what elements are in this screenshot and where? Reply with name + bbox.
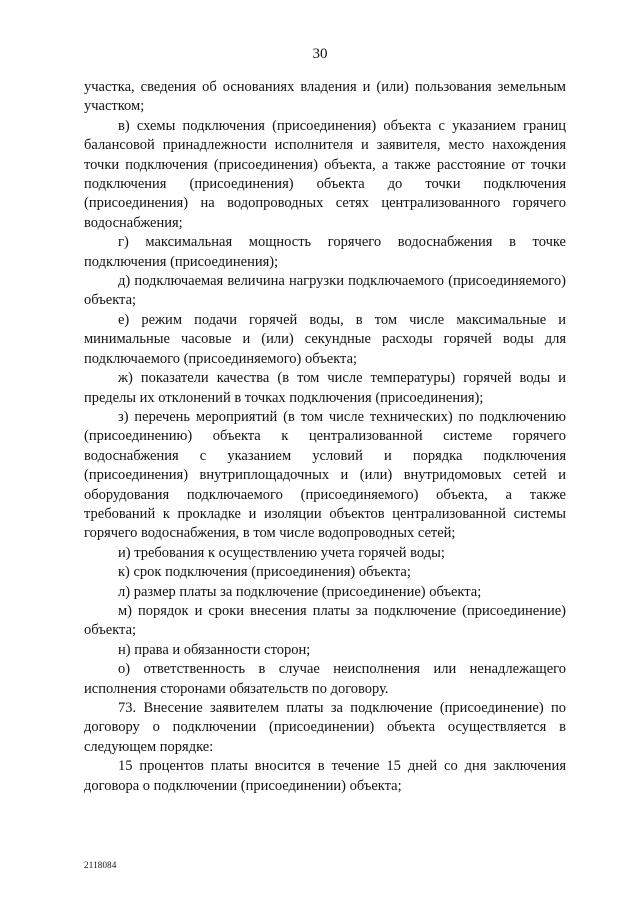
paragraph-item-n: н) права и обязанности сторон;: [118, 641, 311, 658]
paragraph-item-k: к) срок подключения (присоединения) объекта;: [118, 564, 411, 581]
paragraph-item-z: з) перечень мероприятий (в том числе технических) по подключению (присоединению) объекта к централизованной системе горячего водоснабжения с указанием условий и порядка подключения (присоединения) внутриплощадочных и (или) внутридомовых сетей и оборудования подключаемого (присоединяемого) объекта, а также требований к прокладке и изоляции объектов централизованной системы горячего водоснабжения, в том числе водопроводных сетей;: [84, 408, 566, 542]
paragraph-continuation: участка, сведения об основаниях владения и (или) пользования земельным участком;: [84, 79, 566, 115]
paragraph-item-zh: ж) показатели качества (в том числе температуры) горячей воды и пределы их отклонений в точках подключения (присоединения);: [84, 370, 566, 406]
paragraph-item-d: д) подключаемая величина нагрузки подключаемого (присоединяемого) объекта;: [84, 273, 566, 309]
paragraph-clause-73: 73. Внесение заявителем платы за подключение (присоединение) по договору о подключении (присоединении) объекта осуществляется в следующем порядке:: [84, 700, 566, 755]
paragraph-item-v: в) схемы подключения (присоединения) объекта с указанием границ балансовой принадлежности исполнителя и заявителя, место нахождения точки подключения (присоединения) объекта, а также расстояние от точки подключения (присоединения) объекта до точки подключения (присоединения) на водопроводных сетях централизованного горячего водоснабжения;: [84, 117, 566, 231]
paragraph-item-m: м) порядок и сроки внесения платы за подключение (присоединение) объекта;: [84, 602, 566, 639]
paragraph-item-o: о) ответственность в случае неисполнения или ненадлежащего исполнения сторонами обязательств по договору.: [84, 661, 566, 697]
paragraph-item-i: и) требования к осуществлению учета горячей воды;: [118, 544, 445, 561]
paragraph-item-g: г) максимальная мощность горячего водоснабжения в точке подключения (присоединения);: [84, 234, 566, 270]
page-number: 30: [312, 46, 328, 62]
paragraph-item-e: е) режим подачи горячей воды, в том числе максимальные и минимальные часовые и (или) секундные расходы горячей воды для подключаемого (присоединяемого) объекта;: [84, 311, 566, 367]
document-body: [84, 78, 566, 796]
paragraph-payment-15-percent: 15 процентов платы вносится в течение 15 дней со дня заключения договора о подключении (присоединении) объекта;: [84, 758, 566, 794]
document-footer-code: 2118084: [84, 860, 117, 870]
paragraph-item-l: л) размер платы за подключение (присоединение) объекта;: [118, 583, 482, 600]
